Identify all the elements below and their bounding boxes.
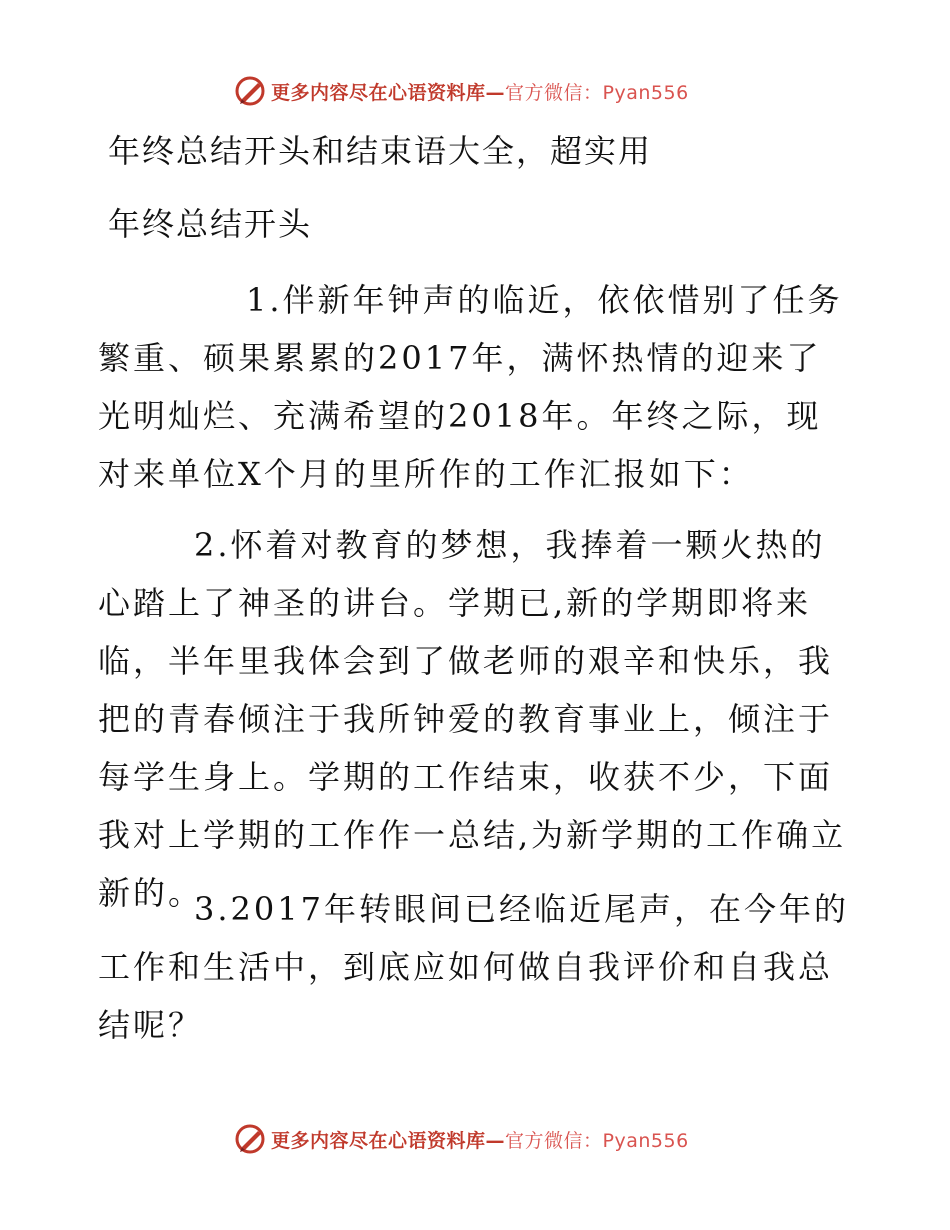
footer-watermark	[233, 1122, 689, 1156]
section-heading: 年终总结开头	[108, 205, 313, 243]
pen-logo-icon	[233, 1122, 267, 1156]
header-watermark	[233, 74, 689, 108]
paragraph-3: 3.2017年转眼间已经临近尾声，在今年的工作和生活中，到底应如何做自我评价和自我总结呢？	[98, 890, 849, 1044]
watermark-wechat-footer: 官方微信：Pyan556	[505, 1129, 689, 1152]
watermark-text: 更多内容尽在心语资料库—	[271, 81, 506, 104]
paragraph-2: 2.怀着对教育的梦想，我捧着一颗火热的心踏上了神圣的讲台。学期已,新的学期即将来临，半年里我体会到了做老师的艰辛和快乐，我把的青春倾注于我所钟爱的教育事业上，倾注于每学生身上。学期的工作结束，收获不少，下面我对上学期的工作作一总结,为新学期的工作确立新的。	[98, 526, 847, 912]
watermark-wechat: 官方微信：Pyan556	[505, 81, 689, 104]
watermark-text-footer: 更多内容尽在心语资料库—	[271, 1129, 506, 1152]
page-title: 年终总结开头和结束语大全，超实用	[108, 132, 653, 170]
pen-logo-icon	[233, 74, 267, 108]
paragraph-1: 1.伴新年钟声的临近，依依惜别了任务繁重、硕果累累的2017年，满怀热情的迎来了光明灿烂、充满希望的2018年。年终之际，现对来单位X个月的里所作的工作汇报如下：	[98, 281, 843, 493]
